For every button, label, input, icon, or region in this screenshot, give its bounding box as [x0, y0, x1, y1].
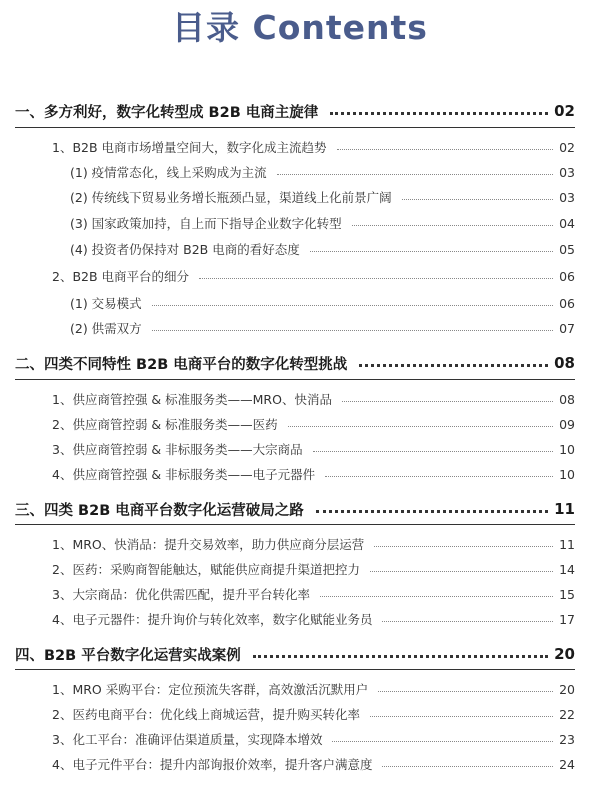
- toc-section[interactable]: [15, 637, 575, 671]
- dot-leader: [330, 112, 548, 115]
- toc-item[interactable]: [52, 582, 575, 606]
- toc-item[interactable]: [52, 727, 575, 751]
- toc-item-title: 3、供应商管控弱 & 非标服务类——大宗商品: [52, 442, 303, 457]
- toc-item-title: 2、供应商管控弱 & 标准服务类——医药: [52, 417, 278, 432]
- toc-item-title: 2、医药：采购商智能触达，赋能供应商提升渠道把控力: [52, 562, 360, 577]
- toc-item[interactable]: [52, 532, 575, 556]
- dot-leader: [332, 741, 553, 742]
- toc-item-title: 1、B2B 电商市场增量空间大，数字化成主流趋势: [52, 140, 327, 155]
- page-title: 目录 Contents: [172, 8, 428, 47]
- dot-leader: [277, 174, 553, 175]
- toc-item[interactable]: [52, 557, 575, 581]
- toc-item-title: 3、大宗商品：优化供需匹配，提升平台转化率: [52, 587, 310, 602]
- toc-item-title: 1、MRO、快消品：提升交易效率，助力供应商分层运营: [52, 537, 365, 552]
- toc-section-page: 08: [554, 354, 575, 372]
- dot-leader: [374, 546, 553, 547]
- dot-leader: [199, 278, 553, 279]
- toc-item-title: 3、化工平台：准确评估渠道质量，实现降本增效: [52, 732, 323, 747]
- toc-item-page: 24: [559, 756, 575, 772]
- toc-item-title: 2、B2B 电商平台的细分: [52, 269, 190, 284]
- dot-leader: [320, 596, 553, 597]
- toc-item-page: 06: [559, 295, 575, 311]
- toc-item-title: 4、电子元器件：提升询价与转化效率，数字化赋能业务员: [52, 612, 373, 627]
- toc-item[interactable]: [70, 291, 575, 315]
- toc-item-page: 22: [559, 706, 575, 722]
- toc-item[interactable]: [52, 387, 575, 411]
- dot-leader: [378, 691, 553, 692]
- dot-leader: [288, 426, 553, 427]
- dot-leader: [359, 364, 548, 367]
- toc-section-page: 20: [554, 645, 575, 663]
- dot-leader: [337, 149, 554, 150]
- toc-section-page: 02: [554, 102, 575, 120]
- toc-item-page: 08: [559, 391, 575, 407]
- dot-leader: [382, 766, 553, 767]
- toc-item[interactable]: [70, 316, 575, 340]
- toc-item-title: (2) 传统线下贸易业务增长瓶颈凸显，渠道线上化前景广阔: [70, 190, 392, 205]
- dot-leader: [316, 510, 548, 513]
- section-divider: [15, 669, 575, 670]
- toc-item[interactable]: [52, 412, 575, 436]
- toc-item-page: 10: [559, 466, 575, 482]
- toc-item-title: (2) 供需双方: [70, 321, 142, 336]
- dot-leader: [382, 621, 553, 622]
- dot-leader: [370, 571, 553, 572]
- dot-leader: [152, 305, 553, 306]
- toc-section[interactable]: [15, 346, 575, 380]
- toc-item[interactable]: [52, 462, 575, 486]
- dot-leader: [342, 401, 553, 402]
- toc-item-page: 02: [559, 139, 575, 155]
- toc-item-page: 05: [559, 241, 575, 257]
- toc-item-title: 1、MRO 采购平台：定位预流失客群，高效激活沉默用户: [52, 682, 369, 697]
- toc-item[interactable]: [52, 752, 575, 776]
- toc-item-title: (1) 交易模式: [70, 296, 142, 311]
- toc-item-title: (1) 疫情常态化，线上采购成为主流: [70, 165, 267, 180]
- toc-item[interactable]: [70, 185, 575, 209]
- toc-item-page: 06: [559, 268, 575, 284]
- toc-item[interactable]: [70, 160, 575, 184]
- toc-item-page: 04: [559, 215, 575, 231]
- dot-leader: [352, 225, 553, 226]
- dot-leader: [370, 716, 553, 717]
- toc-section-title: 三、四类 B2B 电商平台数字化运营破局之路: [15, 502, 304, 519]
- toc-section-title: 一、多方利好，数字化转型成 B2B 电商主旋律: [15, 104, 319, 121]
- toc-item[interactable]: [70, 237, 575, 261]
- toc-item-page: 23: [559, 731, 575, 747]
- toc-item-page: 03: [559, 164, 575, 180]
- toc-item-page: 14: [559, 561, 575, 577]
- section-divider: [15, 127, 575, 128]
- toc-item[interactable]: [70, 211, 575, 235]
- section-divider: [15, 524, 575, 525]
- toc-item-title: 4、供应商管控强 & 非标服务类——电子元器件: [52, 467, 316, 482]
- toc-item[interactable]: [52, 702, 575, 726]
- toc-item-page: 10: [559, 441, 575, 457]
- toc-item-page: 07: [559, 320, 575, 336]
- dot-leader: [152, 330, 553, 331]
- toc-item-title: (3) 国家政策加持，自上而下指导企业数字化转型: [70, 216, 342, 231]
- toc-section-page: 11: [554, 500, 575, 518]
- toc-item[interactable]: [52, 607, 575, 631]
- toc-item-page: 11: [559, 536, 575, 552]
- toc-item[interactable]: [52, 264, 575, 288]
- toc-section-title: 二、四类不同特性 B2B 电商平台的数字化转型挑战: [15, 356, 348, 373]
- toc-item-title: 2、医药电商平台：优化线上商城运营，提升购买转化率: [52, 707, 360, 722]
- dot-leader: [310, 251, 553, 252]
- toc-item-title: 1、供应商管控强 & 标准服务类——MRO、快消品: [52, 392, 332, 407]
- toc-item-title: 4、电子元件平台：提升内部询报价效率，提升客户满意度: [52, 757, 373, 772]
- dot-leader: [325, 476, 553, 477]
- toc-item-title: (4) 投资者仍保持对 B2B 电商的看好态度: [70, 242, 300, 257]
- toc-item-page: 09: [559, 416, 575, 432]
- toc-item[interactable]: [52, 135, 575, 159]
- toc-item-page: 03: [559, 189, 575, 205]
- toc-item-page: 20: [559, 681, 575, 697]
- dot-leader: [402, 199, 553, 200]
- toc-item-page: 15: [559, 586, 575, 602]
- toc-section[interactable]: [15, 94, 575, 128]
- toc-section[interactable]: [15, 492, 575, 526]
- toc-item-page: 17: [559, 611, 575, 627]
- toc-item[interactable]: [52, 677, 575, 701]
- toc-section-title: 四、B2B 平台数字化运营实战案例: [15, 647, 241, 664]
- dot-leader: [253, 655, 548, 658]
- toc-item[interactable]: [52, 437, 575, 461]
- section-divider: [15, 379, 575, 380]
- dot-leader: [313, 451, 553, 452]
